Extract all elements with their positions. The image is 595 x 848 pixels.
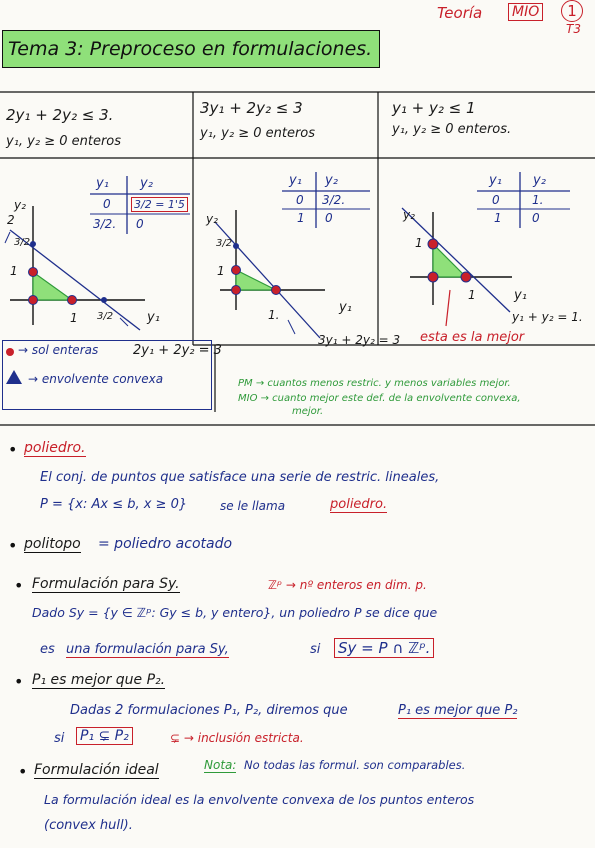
- formulacion-title: Formulación para Sy.: [32, 576, 180, 592]
- t2-r1c1: 0: [296, 193, 304, 207]
- graph-3: [402, 208, 512, 326]
- g1-y1-label: y₁: [147, 310, 160, 325]
- g2-y2-label: y₂: [206, 212, 218, 226]
- bullet-poliedro: •: [8, 440, 18, 459]
- mejor-title: P₁ es mejor que P₂.: [32, 672, 166, 688]
- formulacion-es: es: [40, 642, 55, 657]
- legend-points-text: → sol enteras: [18, 343, 99, 357]
- mejor-phrase: P₁ es mejor que P₂: [398, 703, 518, 718]
- politopo-title: politopo: [24, 536, 81, 552]
- g3-y2-label: y₂: [403, 208, 415, 222]
- p1-constraint: 2y₁ + 2y₂ ≤ 3.: [6, 106, 114, 124]
- p1-domain: y₁, y₂ ≥ 0 enteros: [6, 134, 122, 149]
- t3-r2c1: 1: [494, 211, 502, 225]
- formulacion-si: si: [310, 642, 321, 657]
- poliedro-title: poliedro.: [24, 440, 86, 456]
- mejor-box: P₁ ⊊ P₂: [76, 727, 133, 745]
- p2-domain: y₁, y₂ ≥ 0 enteros: [200, 126, 316, 141]
- t1-h1: y₁: [96, 176, 109, 191]
- ideal-line-1: La formulación ideal es la envolvente convexa de los puntos enteros: [44, 792, 475, 807]
- t2-r2c2: 0: [325, 211, 333, 225]
- bullet-mejor: •: [14, 672, 24, 691]
- formulacion-box: Sy = P ∩ ℤᵖ.: [334, 638, 434, 658]
- formulacion-phrase: una formulación para Sy,: [66, 642, 229, 657]
- note-line-3: mejor.: [292, 406, 324, 417]
- p2-constraint: 3y₁ + 2y₂ ≤ 3: [200, 99, 303, 117]
- mejor-si: si: [54, 731, 65, 746]
- poliedro-called: se le llama: [220, 499, 286, 513]
- g2-y1-label: y₁: [339, 300, 352, 315]
- bullet-ideal: •: [18, 762, 28, 781]
- g1-y2-label: y₂: [14, 198, 26, 212]
- g1-x-1: 1: [70, 311, 78, 325]
- header-mio: MIO: [508, 3, 543, 21]
- bullet-formulacion: •: [14, 576, 24, 595]
- mejor-line-1: Dadas 2 formulaciones P₁, P₂, diremos que: [70, 703, 348, 718]
- g1-tick-32: 3/2: [14, 237, 31, 248]
- p3-constraint: y₁ + y₂ ≤ 1: [392, 99, 476, 117]
- t3-h1: y₁: [489, 173, 502, 188]
- g2-tick-1: 1: [217, 264, 225, 278]
- g1-tick-1: 1: [10, 264, 18, 278]
- t2-h1: y₁: [289, 173, 302, 188]
- politopo-def: = poliedro acotado: [98, 536, 233, 552]
- formulacion-line-1: Dado Sy = {y ∈ ℤᵖ: Gy ≤ b, y entero}, un poliedro P se dice que: [32, 605, 438, 620]
- legend-hull-text: → envolvente convexa: [28, 372, 164, 386]
- g3-x-1: 1: [468, 288, 476, 302]
- g3-best-label: esta es la mejor: [420, 330, 525, 345]
- g3-tick-1: 1: [415, 236, 423, 250]
- page-sub: T3: [566, 22, 581, 36]
- t2-h2: y₂: [325, 173, 338, 188]
- poliedro-word: poliedro.: [330, 497, 388, 512]
- t1-r1c2: 3/2 = 1'5: [131, 197, 188, 212]
- p3-domain: y₁, y₂ ≥ 0 enteros.: [392, 122, 512, 137]
- ideal-nota-text: No todas las formul. son comparables.: [244, 758, 466, 772]
- g2-tick-32: 3/2: [216, 238, 233, 249]
- poliedro-line-1: El conj. de puntos que satisface una serie de restric. lineales,: [40, 470, 440, 485]
- t3-r2c2: 0: [532, 211, 540, 225]
- graphs: [0, 0, 595, 360]
- note-line-2: MIO → cuanto mejor este def. de la envolvente convexa,: [238, 393, 521, 404]
- header-teoria: Teoría: [437, 4, 483, 22]
- page-number: 1: [561, 0, 583, 22]
- t2-r2c1: 1: [297, 211, 305, 225]
- g1-line-label: 2y₁ + 2y₂ = 3: [133, 343, 222, 358]
- mejor-inclusion: ⊊ → inclusión estricta.: [170, 731, 304, 745]
- formulacion-note: ℤᵖ → nº enteros en dim. p.: [268, 578, 427, 592]
- g3-y1-label: y₁: [514, 288, 527, 303]
- ideal-title: Formulación ideal: [34, 762, 159, 778]
- t3-h2: y₂: [533, 173, 546, 188]
- legend-triangle-icon: [6, 370, 22, 384]
- t3-r1c2: 1.: [532, 193, 544, 207]
- legend-point-icon: [6, 348, 14, 356]
- g1-tick-2: 2: [7, 213, 15, 227]
- t1-h2: y₂: [140, 176, 153, 191]
- note-line-1: PM → cuantos menos restric. y menos variables mejor.: [238, 378, 511, 389]
- g2-x-1: 1.: [268, 308, 280, 322]
- t1-r2c1: 3/2.: [93, 217, 117, 231]
- t1-r2c2: 0: [136, 217, 144, 231]
- t1-r1c1: 0: [103, 197, 111, 211]
- ideal-line-2: (convex hull).: [44, 818, 133, 833]
- poliedro-set: P = {x: Ax ≤ b, x ≥ 0}: [40, 497, 188, 512]
- g3-line-label: y₁ + y₂ = 1.: [512, 310, 583, 324]
- t2-r1c2: 3/2.: [322, 193, 346, 207]
- g2-line-label: 3y₁ + 2y₂ = 3: [318, 333, 401, 347]
- page-title: Tema 3: Preproceso en formulaciones.: [8, 38, 373, 60]
- t3-r1c1: 0: [492, 193, 500, 207]
- g1-x-32: 3/2: [97, 311, 114, 322]
- bullet-politopo: •: [8, 536, 18, 555]
- ideal-nota-label: Nota:: [204, 758, 237, 772]
